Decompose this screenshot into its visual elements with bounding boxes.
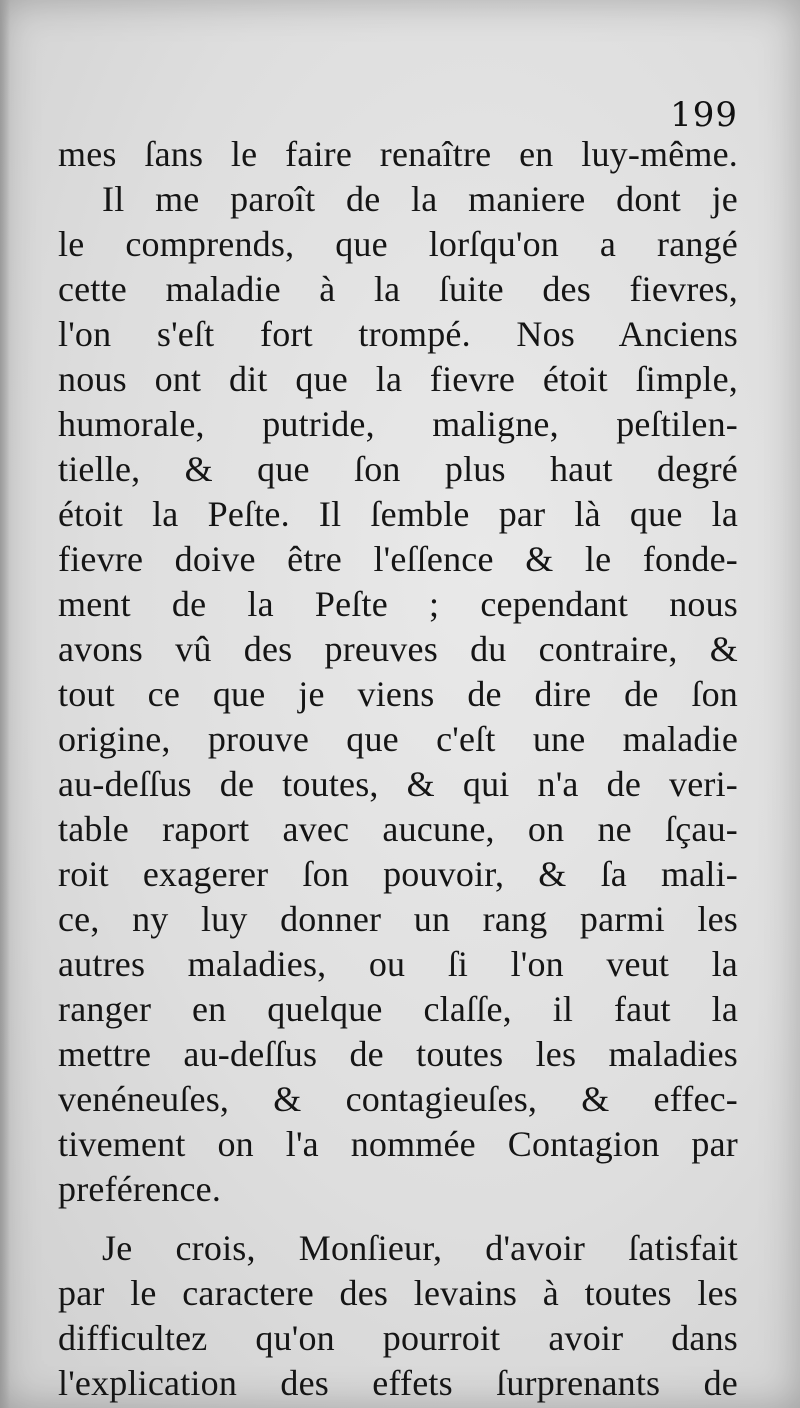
text-line: étoit la Peſte. Il ſemble par là que la <box>58 494 738 534</box>
body-text <box>58 132 738 1406</box>
text-line: origine, prouve que c'eſt une maladie <box>58 719 738 759</box>
text-line: ranger en quelque claſſe, il faut la <box>58 989 738 1029</box>
text-line: tout ce que je viens de dire de ſon <box>58 674 738 714</box>
text-line: preférence. <box>58 1169 222 1209</box>
text-line: ment de la Peſte ; cependant nous <box>58 584 738 624</box>
text-line: Je crois, Monſieur, d'avoir ſatisfait <box>102 1228 738 1268</box>
text-line: l'on s'eſt fort trompé. Nos Anciens <box>58 314 738 354</box>
text-line: le comprends, que lorſqu'on a rangé <box>58 224 738 264</box>
page-number: 199 <box>670 95 738 135</box>
text-line: cette maladie à la ſuite des fievres, <box>58 269 738 309</box>
text-line: autres maladies, ou ſi l'on veut la <box>58 944 738 984</box>
text-line: ce, ny luy donner un rang parmi les <box>58 899 738 939</box>
text-line: tielle, & que ſon plus haut degré <box>58 449 738 489</box>
text-line: fievre doive être l'eſſence & le fonde- <box>58 539 738 579</box>
page-edge-shadow <box>0 0 10 1408</box>
text-line: Il me paroît de la maniere dont je <box>102 179 738 219</box>
text-line: table raport avec aucune, on ne ſçau- <box>58 809 738 849</box>
text-line: roit exagerer ſon pouvoir, & ſa mali- <box>58 854 738 894</box>
text-line: tivement on l'a nommée Contagion par <box>58 1124 738 1164</box>
text-line: venéneuſes, & contagieuſes, & effec- <box>58 1079 738 1119</box>
text-line: mes ſans le faire renaître en luy-même. <box>58 134 738 174</box>
text-line: humorale, putride, maligne, peſtilen- <box>58 404 738 444</box>
text-line: par le caractere des levains à toutes les <box>58 1273 738 1313</box>
text-line: avons vû des preuves du contraire, & <box>58 629 738 669</box>
text-line: au-deſſus de toutes, & qui n'a de veri- <box>58 764 738 804</box>
text-line: difficultez qu'on pourroit avoir dans <box>58 1318 738 1358</box>
paragraph-gap <box>58 1212 738 1226</box>
text-line: l'explication des effets ſurprenants de <box>58 1363 738 1403</box>
text-line: mettre au-deſſus de toutes les maladies <box>58 1034 738 1074</box>
text-line: nous ont dit que la fievre étoit ſimple, <box>58 359 738 399</box>
